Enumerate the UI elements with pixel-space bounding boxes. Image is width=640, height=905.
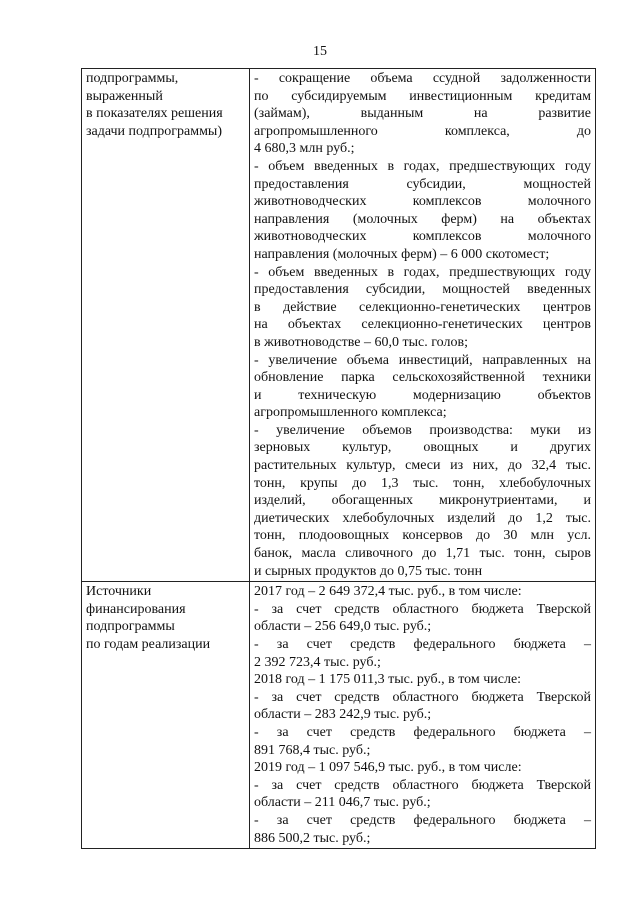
row-label-financing: Источники финансирования подпрограммы по годам реализации xyxy=(82,582,250,849)
text-line: - за счет средств федерального бюджета – xyxy=(254,637,591,652)
text-line: (займам), выданным на развитие xyxy=(254,106,591,122)
text-line: и сырных продуктов до 0,75 тыс. тонн xyxy=(254,563,483,579)
text-line: агропромышленного комплекса, до xyxy=(254,123,591,139)
text-line: - за счет средств федерального бюджета – xyxy=(254,724,591,740)
text-line: 891 768,4 тыс. руб.; xyxy=(254,742,371,758)
text-line: животноводческих комплексов молочного xyxy=(254,229,591,245)
text-line: тонн, крупы до 1,3 тыс. тонн, хлебобулочных xyxy=(254,475,591,491)
table-row xyxy=(82,582,596,849)
text-line: агропромышленного комплекса; xyxy=(254,405,447,421)
text-line: направления (молочных ферм) на объектах xyxy=(254,211,591,227)
text-line: предоставления субсидии, мощностей введенных xyxy=(254,282,591,298)
text-line: - сокращение объема ссудной задолженности xyxy=(254,71,591,86)
passport-table xyxy=(81,68,596,849)
text-line: 2018 год – 1 175 011,3 тыс. руб., в том числе: xyxy=(254,672,522,688)
text-line: области – 283 242,9 тыс. руб.; xyxy=(254,707,432,723)
text-line: изделий, обогащенных микронутриентами, и xyxy=(254,493,591,509)
text-line: - за счет средств федерального бюджета – xyxy=(254,812,591,828)
text-line: животноводческих комплексов молочного xyxy=(254,194,591,210)
row-content-financing xyxy=(250,582,596,849)
text-line: области – 211 046,7 тыс. руб.; xyxy=(254,795,431,811)
text-line: - за счет средств областного бюджета Тверской xyxy=(254,601,591,617)
text-line: области – 256 649,0 тыс. руб.; xyxy=(254,619,432,635)
text-line: - объем введенных в годах, предшествующих году xyxy=(254,264,591,280)
text-line: и техническую модернизацию объектов xyxy=(254,387,591,403)
text-line: диетических хлебобулочных изделий до 1,2 тыс. xyxy=(254,510,591,526)
text-line: растительных культур, смеси из них, до 32,4 тыс. xyxy=(254,458,591,474)
text-line: направления (молочных ферм) – 6 000 скотомест; xyxy=(254,246,550,262)
text-line: 886 500,2 тыс. руб.; xyxy=(254,830,371,846)
text-line: 2017 год – 2 649 372,4 тыс. руб., в том числе: xyxy=(254,584,522,600)
page-number: 15 xyxy=(313,44,327,59)
text-line: 2019 год – 1 097 546,9 тыс. руб., в том числе: xyxy=(254,760,522,776)
text-line: - за счет средств областного бюджета Тверской xyxy=(254,777,591,793)
table-row xyxy=(82,69,596,582)
text-line: по субсидируемым инвестиционным кредитам xyxy=(254,88,591,104)
text-line: 4 680,3 млн руб.; xyxy=(254,141,355,157)
text-line: обновление парка сельскохозяйственной техники xyxy=(254,370,591,386)
text-line: 2 392 723,4 тыс. руб.; xyxy=(254,654,381,670)
text-line: тонн, плодоовощных консервов до 30 млн усл. xyxy=(254,528,591,544)
text-line: - объем введенных в годах, предшествующих году xyxy=(254,158,591,174)
text-line: банок, масла сливочного до 1,71 тыс. тонн, сыров xyxy=(254,546,591,562)
text-line: - увеличение объемов производства: муки из xyxy=(254,422,591,438)
text-line: зерновых культур, овощных и других xyxy=(254,440,591,456)
text-line: предоставления субсидии, мощностей xyxy=(254,176,591,192)
text-line: в действие селекционно-генетических центров xyxy=(254,299,591,315)
row-content-indicators xyxy=(250,69,596,582)
text-line: - увеличение объема инвестиций, направленных на xyxy=(254,352,591,368)
text-line: в животноводстве – 60,0 тыс. голов; xyxy=(254,334,468,350)
text-line: - за счет средств областного бюджета Тверской xyxy=(254,689,591,705)
row-label-indicators: подпрограммы, выраженный в показателях решения задачи подпрограммы) xyxy=(82,69,250,582)
text-line: на объектах селекционно-генетических центров xyxy=(254,317,591,333)
